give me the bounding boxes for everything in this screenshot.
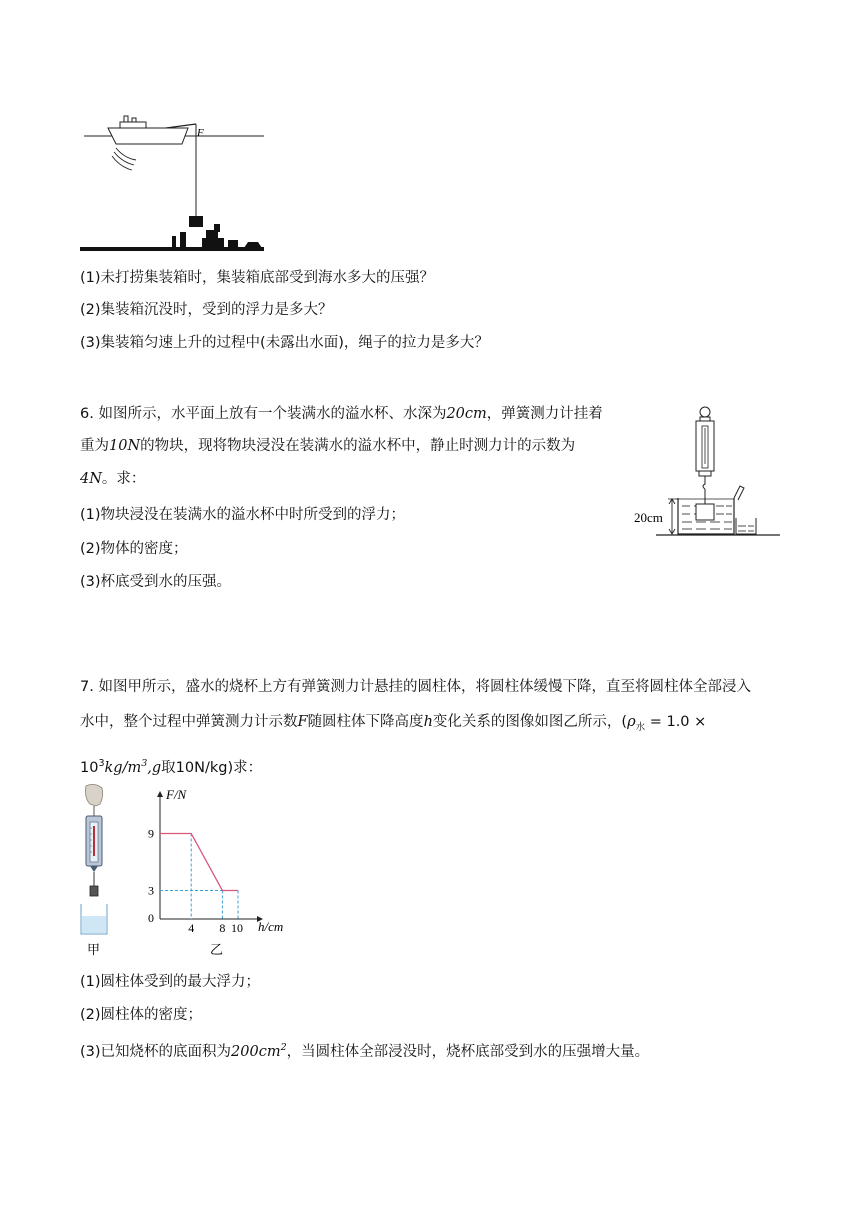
q5-subquestion-2: (2)集装箱沉没时，受到的浮力是多大？	[80, 302, 333, 318]
x-tick-label: 10	[231, 921, 243, 935]
depth-label: 20cm	[634, 510, 663, 525]
q6-stem-line-2: 重为10N的物块，现将物块浸没在装满水的溢水杯中，静止时测力计的示数为	[80, 438, 576, 454]
q5-subquestion-3: (3)集装箱匀速上升的过程中(未露出水面)，绳子的拉力是多大？	[80, 335, 489, 351]
ship-salvage-figure	[78, 110, 268, 256]
q6-stem-line-1: 6. 如图所示，水平面上放有一个装满水的溢水杯、水深为20cm，弹簧测力计挂着	[80, 406, 603, 422]
figure-label-yi: 乙	[210, 942, 224, 957]
force-height-chart	[140, 782, 300, 962]
q7-subquestion-3: (3)已知烧杯的底面积为$200cm^2$，当圆柱体全部浸没时，烧杯底部受到水的压强增大量。	[80, 1042, 650, 1060]
overflow-cup-figure	[632, 402, 784, 540]
force-curve	[160, 834, 238, 891]
q7-stem-line-2: 水中，整个过程中弹簧测力计示数F随圆柱体下降高度h变化关系的图像如图乙所示，($\rho_水 = 1.0$ ×	[80, 714, 707, 733]
spring-scale-beaker-figure	[76, 782, 122, 962]
q6-stem-line-3: 4N。求：	[80, 471, 146, 487]
q7-stem-line-1: 7. 如图甲所示，盛水的烧杯上方有弹簧测力计悬挂的圆柱体，将圆柱体缓慢下降，直至将圆柱体全部浸入	[80, 679, 751, 695]
y-tick-label: 9	[148, 826, 154, 841]
force-label-F: F	[197, 127, 204, 139]
x-tick-label: 0	[148, 911, 154, 925]
x-axis-label: h/cm	[258, 919, 284, 934]
q6-subquestion-2: (2)物体的密度；	[80, 541, 188, 557]
figure-label-jia: 甲	[87, 942, 101, 957]
x-tick-label: 4	[188, 921, 195, 935]
y-axis-label: F/N	[166, 787, 187, 802]
q7-stem-line-3: $10^3kg/m^3,g$取10N/kg)求：	[80, 758, 263, 776]
q6-subquestion-3: (3)杯底受到水的压强。	[80, 574, 232, 590]
q5-subquestion-1: (1)未打捞集装箱时，集装箱底部受到海水多大的压强？	[80, 270, 435, 286]
x-tick-label: 8	[219, 921, 226, 935]
q6-subquestion-1: (1)物块浸没在装满水的溢水杯中时所受到的浮力；	[80, 507, 406, 523]
y-tick-label: 3	[148, 883, 154, 898]
q7-subquestion-1: (1)圆柱体受到的最大浮力；	[80, 974, 261, 990]
q7-subquestion-2: (2)圆柱体的密度；	[80, 1007, 203, 1023]
